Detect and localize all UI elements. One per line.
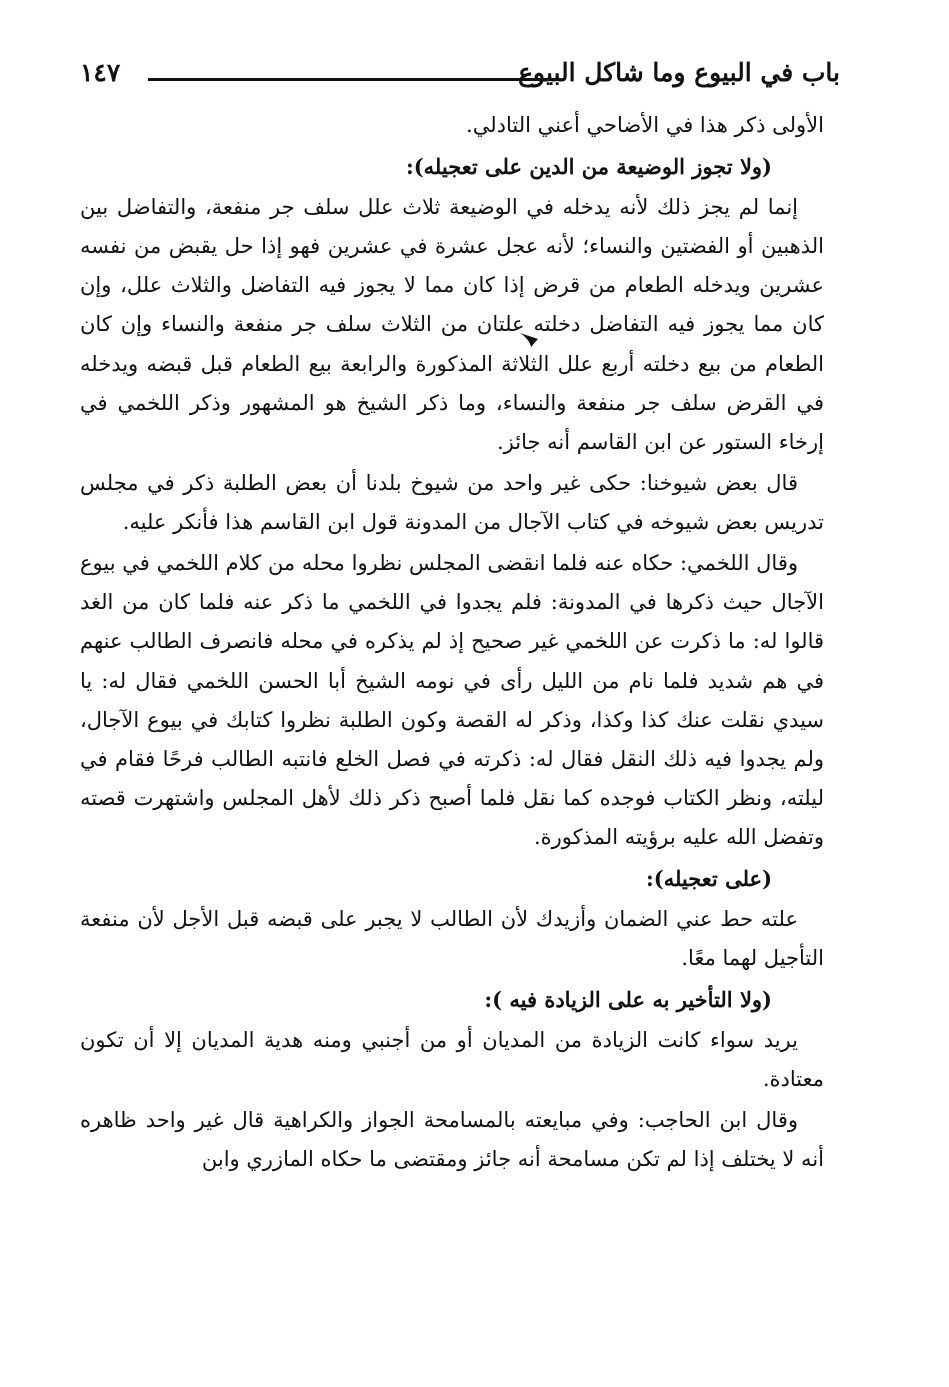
- section-heading-takhir: (ولا التأخير به على الزيادة فيه ):: [484, 987, 772, 1013]
- paragraph-ibn-hajib: وقال ابن الحاجب: وفي مبايعته بالمسامحة الجواز والكراهية قال غير واحد ظاهره أنه لا يختلف إذا لم تكن مسامحة أنه جائز ومقتضى ما حكاه المازري وابن: [80, 1108, 824, 1172]
- paragraph-shuyukh: قال بعض شيوخنا: حكى غير واحد من شيوخ بلدنا أن بعض الطلبة ذكر في مجلس تدريس بعض شيوخه في كتاب الآجال من المدونة قول ابن القاسم هذا فأنكر عليه.: [80, 470, 824, 535]
- paragraph-continuation: الأولى ذكر هذا في الأضاحي أعني التادلي.: [466, 113, 824, 137]
- paragraph-explanation: إنما لم يجز ذلك لأنه يدخله في الوضيعة ثلاث علل سلف جر منفعة، والتفاضل بين الذهبين أو الفضتين والنساء؛ لأنه عجل عشرة في عشرين فهو إذا حل يقبض من نفسه عشرين ويدخله الطعام من قرض إذا كان مما لا يجوز فيه التفاضل والثلاث علل، وإن كان مما يجوز فيه التفاضل دخلته علتان من الثلاث سلف جر منفعة والنساء وإن كان الطعام من بيع دخلته أربع علل الثلاثة المذكورة والرابعة بيع الطعام قبل قبضه ويدخله في القرض سلف جر منفعة والنساء، وما ذكر الشيخ هو المشهور وذكر اللخمي في إرخاء الستور عن ابن القاسم أنه جائز.: [80, 194, 824, 454]
- paragraph-ziyada: يريد سواء كانت الزيادة من المديان أو من أجنبي ومنه هدية المديان إلا أن تكون معتادة.: [80, 1028, 824, 1092]
- pen-mark-icon: [518, 330, 540, 348]
- running-header: [80, 58, 840, 98]
- page-body: [80, 106, 824, 1181]
- section-heading-wadia: (ولا تجوز الوضيعة من الدين على تعجيله):: [405, 153, 772, 179]
- section-heading-tajil: (على تعجيله):: [646, 866, 772, 892]
- page-number: ١٤٧: [80, 58, 121, 87]
- paragraph-illa: علته حط عني الضمان وأزيدك لأن الطالب لا يجبر على قبضه قبل الأجل لأن منفعة التأجيل لهما معًا.: [80, 907, 824, 971]
- paragraph-lakhmi-story: وقال اللخمي: حكاه عنه فلما انقضى المجلس نظروا محله من كلام اللخمي في بيوع الآجال حيث ذكرها في المدونة: فلم يجدوا في اللخمي ما ذكر عنه فلما كان من الغد قالوا له: ما ذكرت عن اللخمي غير صحيح إذ لم يذكره في محله فانصرف الطالب عنهم في هم شديد فلما نام من الليل رأى في نومه الشيخ أبا الحسن اللخمي فقال له: يا سيدي نقلت عنك كذا وكذا، وذكر له القصة وكون الطلبة نظروا كتابك في بيوع الآجال، ولم يجدوا فيه ذلك النقل فقال له: ذكرته في فصل الخلع فانتبه الطالب فرحًا فقام في ليلته، ونظر الكتاب فوجده كما نقل فلما أصبح ذكر ذلك لأهل المجلس واشتهرت قصته وتفضل الله عليه برؤيته المذكورة.: [80, 550, 824, 850]
- header-rule: [148, 78, 558, 81]
- chapter-title: باب في البيوع وما شاكل البيوع: [518, 58, 840, 87]
